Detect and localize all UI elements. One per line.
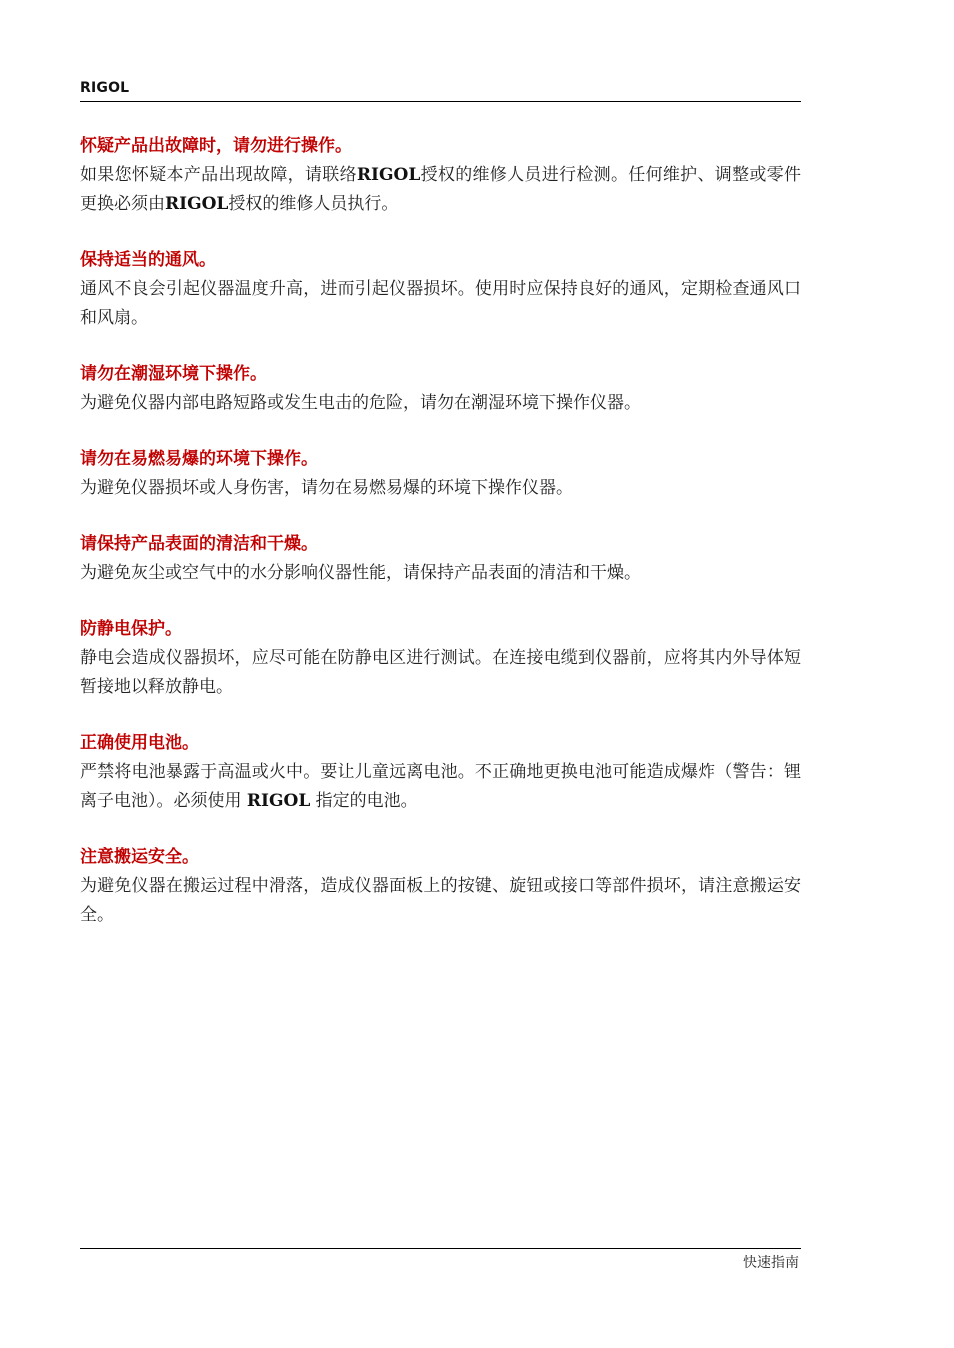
footer-guide-label: 快速指南: [743, 1255, 799, 1271]
section-esd-protection: [80, 617, 801, 702]
brand-mention: RIGOL: [356, 165, 421, 185]
section-ventilation: [80, 248, 801, 333]
section-suspected-fault: [80, 134, 801, 219]
section-title: 请勿在易燃易爆的环境下操作。: [80, 449, 318, 469]
section-explosive-environment: [80, 447, 801, 503]
section-title: 请勿在潮湿环境下操作。: [80, 364, 267, 384]
section-body: 为避免仪器损坏或人身伤害，请勿在易燃易爆的环境下操作仪器。: [80, 478, 573, 498]
section-battery: [80, 731, 801, 816]
section-body: 严禁将电池暴露于高温或火中。要让儿童远离电池。不正确地更换电池可能造成爆炸（警告：锂离子电池）。必须使用 RIGOL 指定的电池。: [80, 762, 801, 811]
section-body: 为避免仪器在搬运过程中滑落，造成仪器面板上的按键、旋钮或接口等部件损坏，请注意搬运安全。: [80, 876, 801, 925]
brand-mention: RIGOL: [165, 194, 229, 214]
section-body: 为避免仪器内部电路短路或发生电击的危险，请勿在潮湿环境下操作仪器。: [80, 393, 641, 413]
section-transport: [80, 845, 801, 930]
section-title: 请保持产品表面的清洁和干燥。: [80, 534, 318, 554]
page-header: [80, 78, 801, 102]
brand-name: RIGOL: [80, 80, 130, 96]
page-footer: [80, 1248, 801, 1271]
brand-mention: RIGOL: [246, 791, 311, 811]
section-body: 为避免灰尘或空气中的水分影响仪器性能，请保持产品表面的清洁和干燥。: [80, 563, 641, 583]
section-body: 如果您怀疑本产品出现故障，请联络RIGOL授权的维修人员进行检测。任何维护、调整或零件更换必须由RIGOL授权的维修人员执行。: [80, 165, 802, 214]
section-body: 通风不良会引起仪器温度升高，进而引起仪器损坏。使用时应保持良好的通风，定期检查通风口和风扇。: [80, 279, 801, 328]
section-title: 注意搬运安全。: [80, 847, 199, 867]
section-clean-dry: [80, 532, 801, 588]
section-body: 静电会造成仪器损坏，应尽可能在防静电区进行测试。在连接电缆到仪器前，应将其内外导体短暂接地以释放静电。: [80, 648, 801, 697]
section-title: 正确使用电池。: [80, 733, 199, 753]
section-humidity: [80, 362, 801, 418]
section-title: 怀疑产品出故障时，请勿进行操作。: [80, 136, 352, 156]
section-title: 保持适当的通风。: [80, 250, 216, 270]
safety-notes: [80, 134, 801, 959]
section-title: 防静电保护。: [80, 619, 182, 639]
